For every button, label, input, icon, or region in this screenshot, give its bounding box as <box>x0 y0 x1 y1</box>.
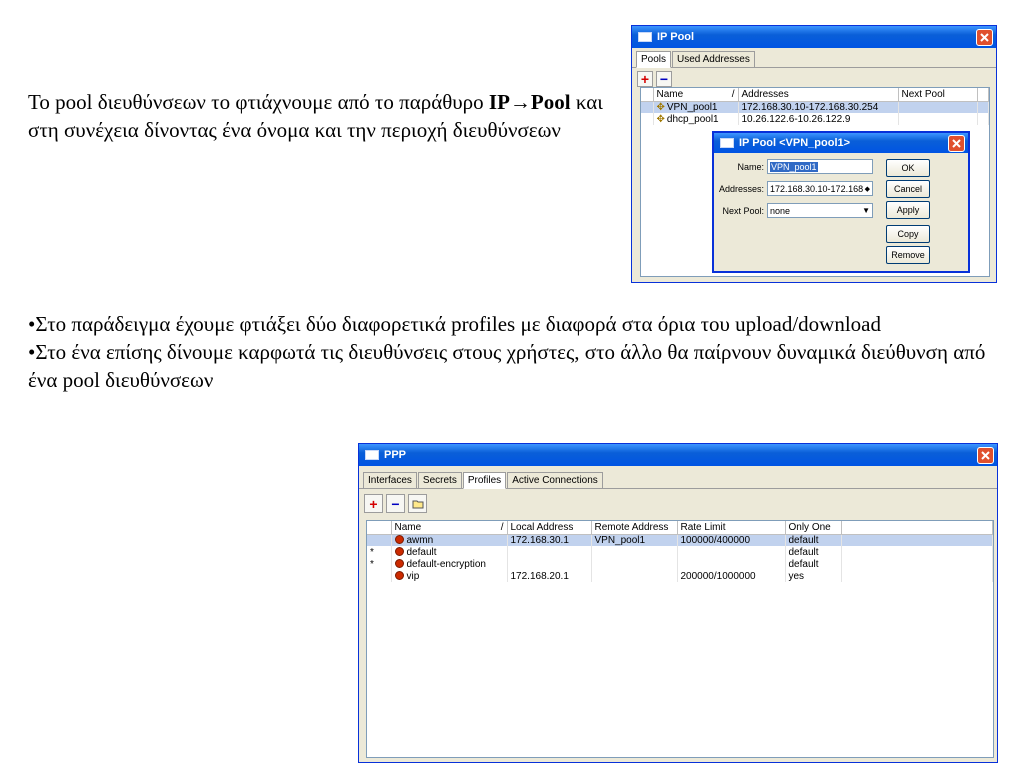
close-button[interactable] <box>977 447 994 464</box>
next-pool-row <box>714 203 873 218</box>
column-header-name[interactable]: Name / <box>653 88 738 101</box>
intro-text-start: Το pool διευθύνσεων το φτιάχνουμε από το παράθυρο <box>28 90 489 114</box>
dialog-titlebar[interactable] <box>714 133 968 153</box>
profiles-list <box>366 520 994 758</box>
apply-button[interactable]: Apply <box>886 201 930 219</box>
addresses-row <box>714 181 873 196</box>
close-icon <box>952 139 961 148</box>
profile-icon <box>395 535 404 544</box>
window-title: IP Pool <box>657 31 695 43</box>
tab-interfaces[interactable]: Interfaces <box>363 472 417 488</box>
column-header-next-pool[interactable]: Next Pool <box>898 88 977 101</box>
name-row <box>714 159 873 174</box>
ok-button[interactable]: OK <box>886 159 930 177</box>
table-header <box>641 88 989 101</box>
column-header-addresses[interactable]: Addresses <box>738 88 898 101</box>
table-row[interactable]: ✥ VPN_pool1 172.168.30.10-172.168.30.254 <box>641 101 989 113</box>
table-header <box>367 521 993 534</box>
profile-icon <box>395 559 404 568</box>
addresses-field[interactable]: 172.168.30.10-172.168 ◆ <box>767 181 873 196</box>
pool-icon: ✥ <box>656 113 665 125</box>
name-field[interactable]: VPN_pool1 <box>767 159 873 174</box>
tab-used-addresses[interactable]: Used Addresses <box>672 51 755 67</box>
next-pool-label: Next Pool: <box>722 205 764 216</box>
profile-icon <box>395 547 404 556</box>
chevron-down-icon[interactable]: ▼ <box>862 206 870 215</box>
table-row[interactable]: * default default <box>367 546 993 558</box>
window-icon <box>365 450 379 460</box>
ppp-titlebar[interactable] <box>359 444 997 466</box>
remove-button[interactable]: − <box>386 494 405 513</box>
intro-text-end: και στη συνέχεια δίνοντας ένα όνομα και την περιοχή διευθύνσεων <box>28 90 603 142</box>
ppp-tabs <box>359 466 997 489</box>
sort-indicator: / <box>731 88 735 100</box>
bullet-item: •Στο ένα επίσης δίνουμε καρφωτά τις διευθύνσεις στους χρήστες, στο άλλο θα παίρνουν δυναμικά διεύθυνση από ένα pool διευθύνσεων <box>28 340 986 392</box>
dialog-close-button[interactable] <box>948 135 965 152</box>
column-header-only-one[interactable]: Only One <box>785 521 841 534</box>
bullet-list <box>28 310 988 394</box>
pool-icon: ✥ <box>656 101 665 113</box>
table-row[interactable]: ✥ dhcp_pool1 10.26.122.6-10.26.122.9 <box>641 113 989 125</box>
ip-pool-titlebar[interactable] <box>632 26 996 48</box>
folder-icon <box>412 499 424 509</box>
intro-text-bold: IP→Pool <box>488 90 571 114</box>
remove-button[interactable]: − <box>656 71 672 87</box>
table-row[interactable]: vip 172.168.20.1 200000/1000000 yes <box>367 570 993 582</box>
intro-paragraph <box>28 88 613 144</box>
close-icon <box>981 451 990 460</box>
cancel-button[interactable]: Cancel <box>886 180 930 198</box>
add-button[interactable]: + <box>637 71 653 87</box>
tab-active-connections[interactable]: Active Connections <box>507 472 603 488</box>
close-button[interactable] <box>976 29 993 46</box>
tab-profiles[interactable]: Profiles <box>463 472 506 489</box>
window-title: PPP <box>384 449 407 461</box>
bullet-item: •Στο παράδειγμα έχουμε φτιάξει δύο διαφορετικά profiles με διαφορά στα όρια του upload/download <box>28 312 881 336</box>
column-header-remote-address[interactable]: Remote Address <box>591 521 677 534</box>
table-row[interactable]: * default-encryption default <box>367 558 993 570</box>
copy-button[interactable]: Copy <box>886 225 930 243</box>
remove-dialog-button[interactable]: Remove <box>886 246 930 264</box>
dialog-title: IP Pool <VPN_pool1> <box>739 137 851 149</box>
add-button[interactable]: + <box>364 494 383 513</box>
profile-icon <box>395 571 404 580</box>
folder-button[interactable] <box>408 494 427 513</box>
window-icon <box>720 138 734 148</box>
spinner-icon[interactable]: ◆ <box>864 185 870 193</box>
close-icon <box>980 33 989 42</box>
addresses-label: Addresses: <box>718 183 764 194</box>
column-header-local-address[interactable]: Local Address <box>507 521 591 534</box>
tab-secrets[interactable]: Secrets <box>418 472 462 488</box>
pool-edit-dialog <box>712 131 970 273</box>
sort-indicator: / <box>500 521 504 533</box>
column-header-rate-limit[interactable]: Rate Limit <box>677 521 785 534</box>
ip-pool-tabs <box>632 48 996 68</box>
ppp-window <box>358 443 998 763</box>
name-label: Name: <box>737 161 764 172</box>
ppp-toolbar <box>359 489 997 516</box>
table-row[interactable]: awmn 172.168.30.1 VPN_pool1 100000/400000 default <box>367 534 993 546</box>
tab-pools[interactable]: Pools <box>636 51 671 68</box>
column-header-name[interactable]: Name / <box>391 521 507 534</box>
window-icon <box>638 32 652 42</box>
next-pool-select[interactable]: none ▼ <box>767 203 873 218</box>
